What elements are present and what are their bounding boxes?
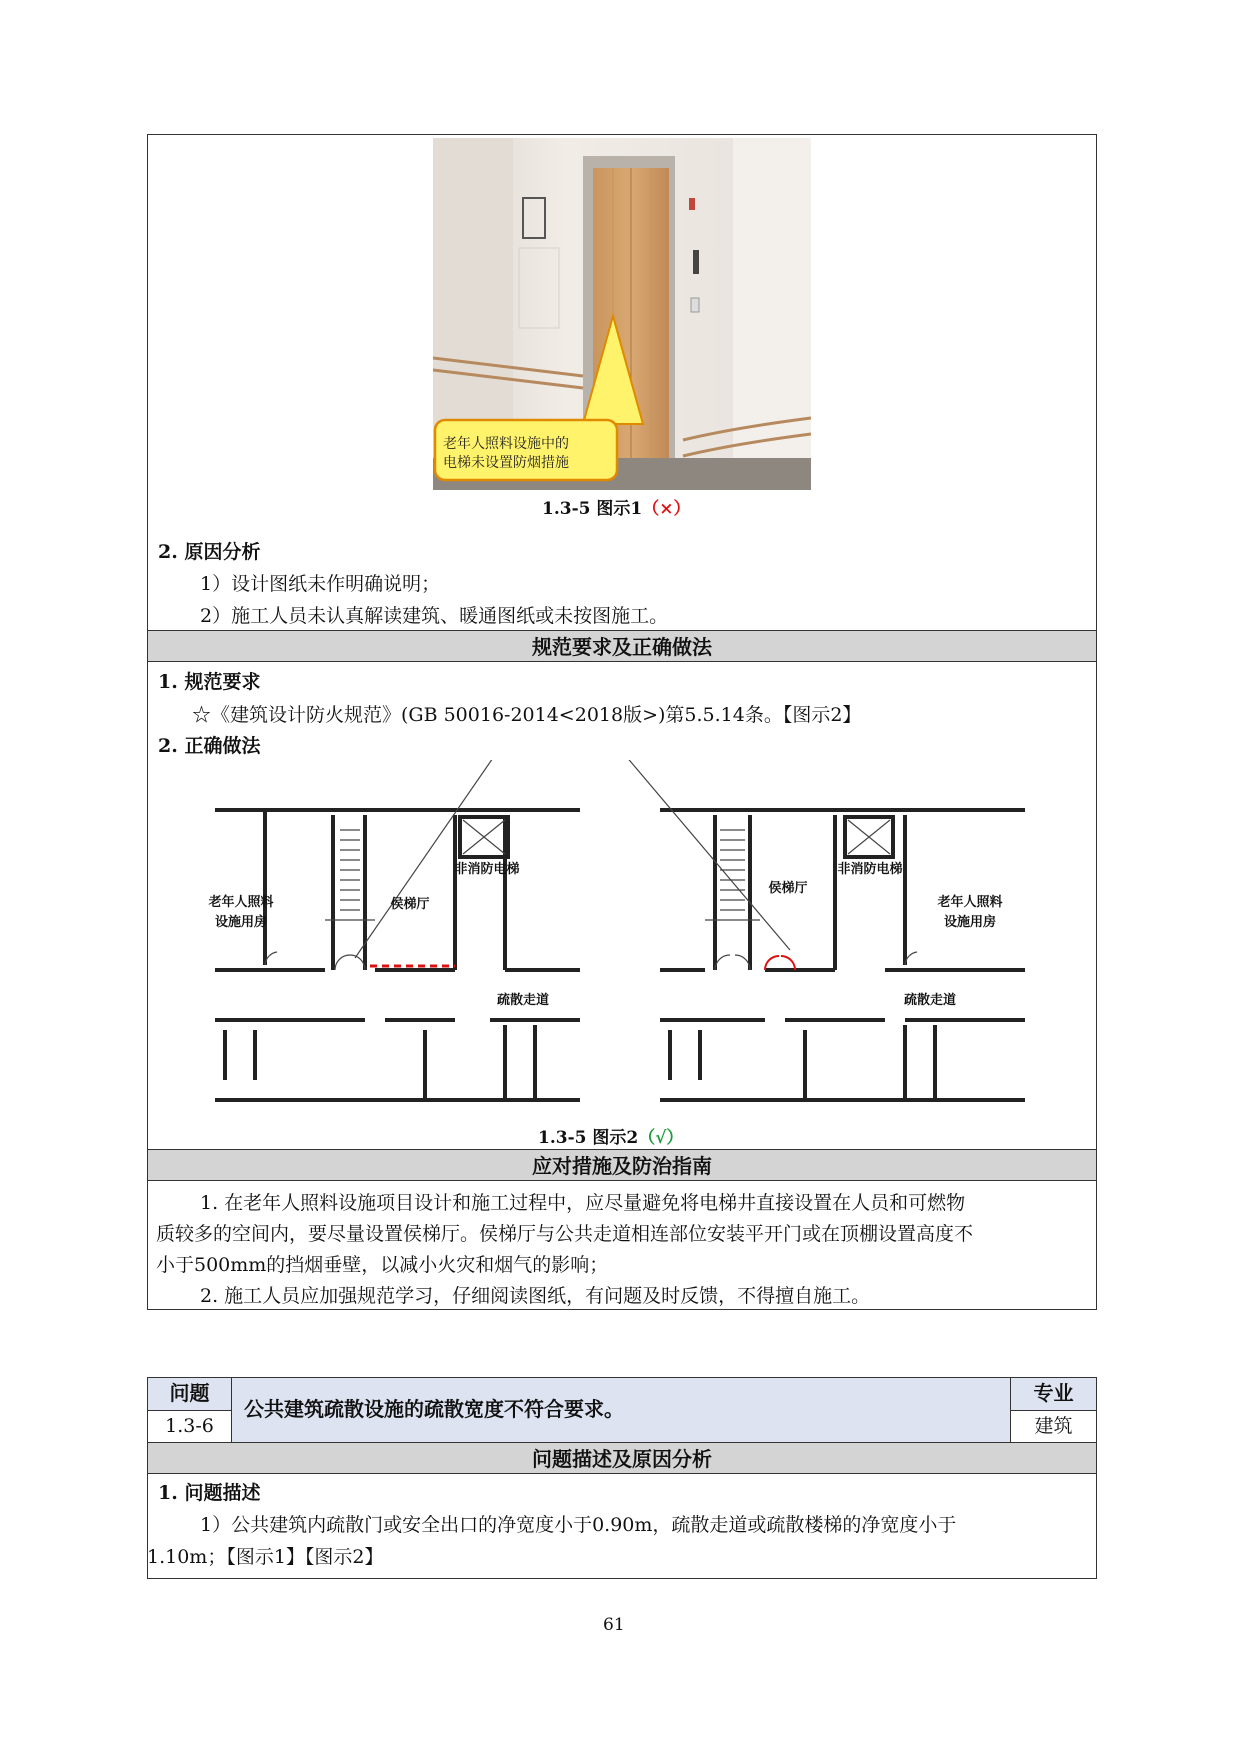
correct-heading: 2. 正确做法	[158, 735, 261, 757]
photo-caption-main: 1.3-5 图示1	[542, 499, 643, 519]
photo-caption	[542, 494, 690, 519]
cause-item-2: 2）施工人员未认真解读建筑、暖通图纸或未按图施工。	[200, 605, 669, 627]
desc-heading: 1. 问题描述	[158, 1482, 261, 1504]
elevator-photo	[433, 138, 811, 490]
cause-item-1: 1）设计图纸未作明确说明；	[200, 573, 441, 595]
corridor-label-left: 疏散走道	[496, 993, 550, 1008]
plan-caption-main: 1.3-5 图示2	[538, 1128, 639, 1148]
floor-plan-diagram	[205, 760, 1035, 1125]
plan-caption	[538, 1123, 683, 1148]
major-value-cell: 建筑	[1010, 1411, 1096, 1442]
measure-line-1: 1. 在老年人照料设施项目设计和施工过程中，应尽量避免将电梯井直接设置在人员和可燃物	[200, 1192, 966, 1214]
elevator-label-left: 非消防电梯	[454, 862, 520, 877]
desc-line-1: 1）公共建筑内疏散门或安全出口的净宽度小于0.90m，疏散走道或疏散楼梯的净宽度小于	[200, 1514, 957, 1536]
measure-line-3: 小于500mm的挡烟垂壁，以减小火灾和烟气的影响；	[156, 1254, 609, 1276]
problem-label-cell: 问题	[148, 1378, 232, 1411]
lobby-label-right: 侯梯厅	[768, 881, 808, 896]
room-label-right-1: 老年人照料	[937, 895, 1003, 910]
spec-text: ☆《建筑设计防火规范》(GB 50016-2014<2018版>)第5.5.14条。【图示2】	[192, 704, 862, 726]
cause-heading: 2. 原因分析	[158, 541, 261, 563]
measure-header: 应对措施及防治指南	[148, 1149, 1096, 1181]
measure-line-4: 2. 施工人员应加强规范学习，仔细阅读图纸，有问题及时反馈，不得擅自施工。	[200, 1285, 871, 1307]
room-label-left-1: 老年人照料	[208, 895, 274, 910]
right-mark: （√）	[638, 1128, 684, 1148]
problem-id-cell: 1.3-6	[148, 1411, 232, 1442]
problem-title: 公共建筑疏散设施的疏散宽度不符合要求。	[244, 1397, 624, 1421]
page-number: 61	[603, 1615, 625, 1635]
lobby-label-left: 侯梯厅	[390, 897, 430, 912]
room-label-right-2: 设施用房	[943, 915, 997, 930]
measure-line-2: 质较多的空间内，要尽量设置侯梯厅。侯梯厅与公共走道相连部位安装平开门或在顶棚设置高度不	[156, 1223, 974, 1245]
corridor-label-right: 疏散走道	[903, 993, 957, 1008]
photo-callout-line1: 老年人照料设施中的	[443, 436, 569, 452]
spec-heading: 1. 规范要求	[158, 671, 261, 693]
room-label-left-2: 设施用房	[214, 915, 268, 930]
photo-callout-line2: 电梯未设置防烟措施	[443, 455, 569, 471]
desc-line-2: 1.10m；【图示1】【图示2】	[147, 1546, 384, 1568]
wrong-mark: （×）	[642, 499, 691, 519]
spec-header: 规范要求及正确做法	[148, 630, 1096, 662]
desc-header: 问题描述及原因分析	[148, 1442, 1096, 1474]
major-label-cell: 专业	[1010, 1378, 1096, 1411]
elevator-label-right: 非消防电梯	[837, 862, 903, 877]
